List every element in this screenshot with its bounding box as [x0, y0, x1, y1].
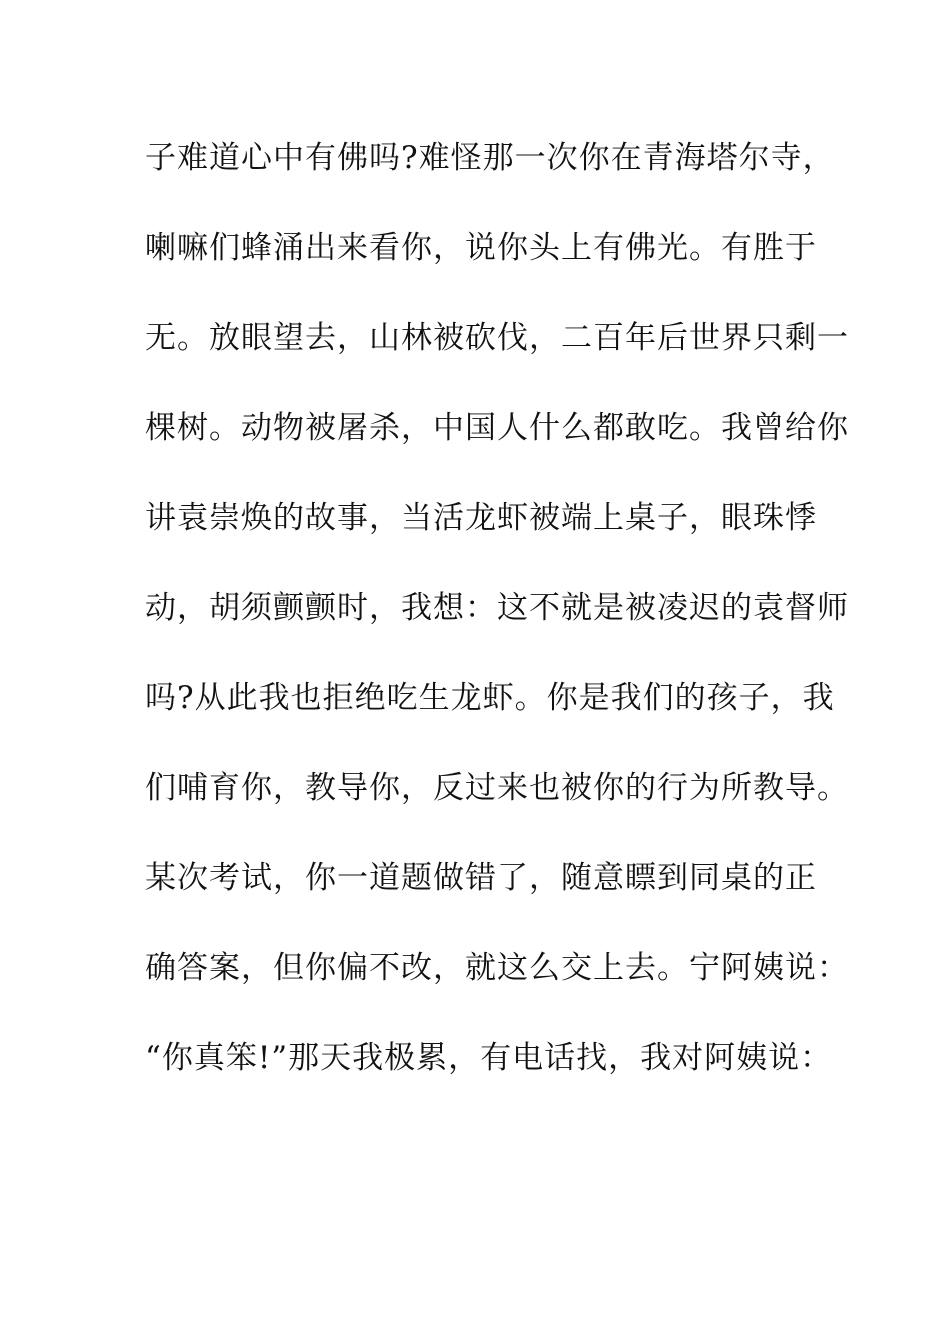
text-line: 子难道心中有佛吗?难怪那一次你在青海塔尔寺，	[145, 140, 835, 176]
text-line: 喇嘛们蜂涌出来看你，说你头上有佛光。有胜于	[145, 230, 817, 266]
text-line: 吗?从此我也拒绝吃生龙虾。你是我们的孩子，我	[145, 680, 835, 716]
text-line: 动，胡须颤颤时，我想：这不就是被凌迟的袁督师	[145, 590, 849, 626]
text-line: 讲袁崇焕的故事，当活龙虾被端上桌子，眼珠悸	[145, 500, 817, 536]
text-line: 们哺育你，教导你，反过来也被你的行为所教导。	[145, 770, 849, 806]
text-line: 确答案，但你偏不改，就这么交上去。宁阿姨说：	[145, 950, 849, 986]
text-line: 棵树。动物被屠杀，中国人什么都敢吃。我曾给你	[145, 410, 849, 446]
text-line: 某次考试，你一道题做错了，随意瞟到同桌的正	[145, 860, 817, 896]
body-text	[145, 128, 849, 1118]
text-line: “你真笨!”那天我极累，有电话找，我对阿姨说：	[145, 1040, 833, 1076]
text-line: 无。放眼望去，山林被砍伐，二百年后世界只剩一	[145, 320, 849, 356]
